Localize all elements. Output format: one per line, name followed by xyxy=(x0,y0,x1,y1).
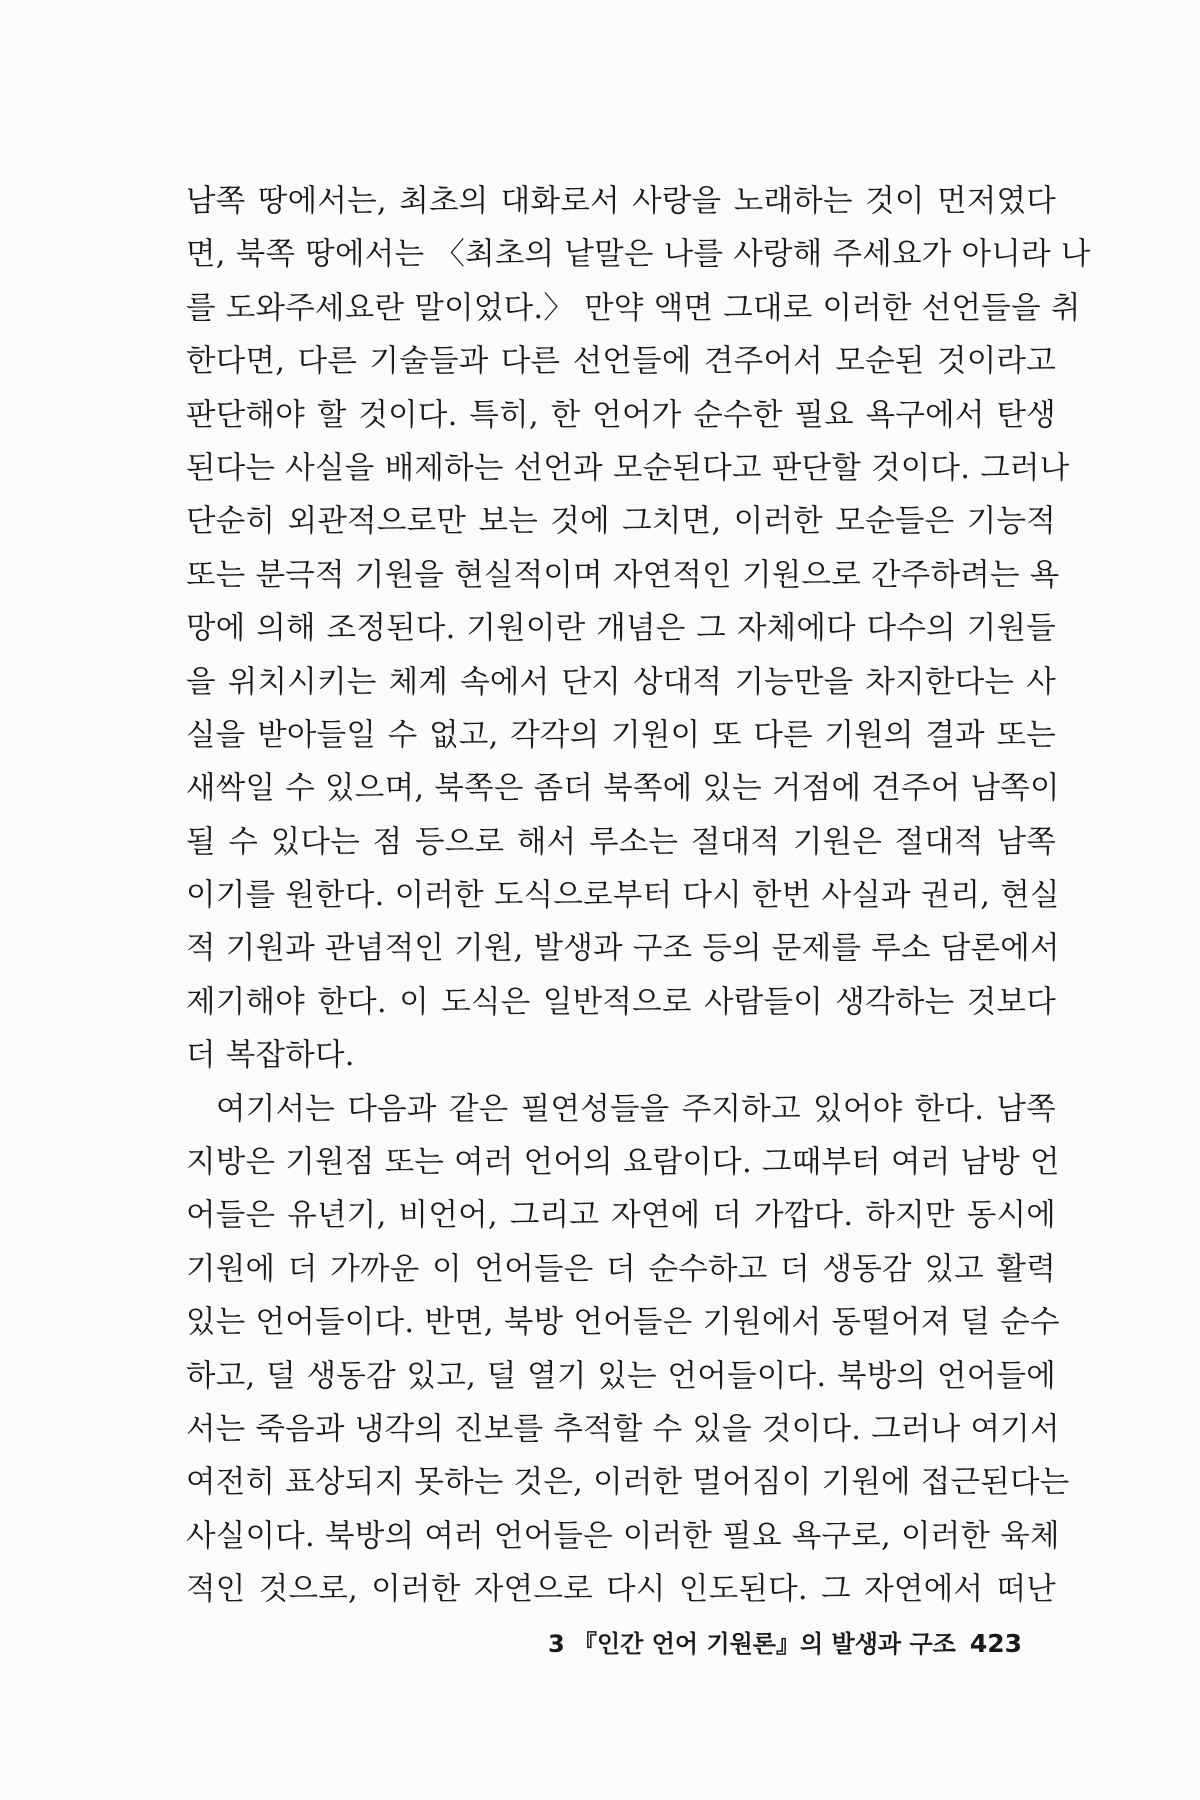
paragraph-1 xyxy=(186,175,1091,1083)
text-line: 제기해야 한다. 이 도식은 일반적으로 사람들이 생각하는 것보다 xyxy=(186,984,1056,1020)
text-line: 사실이다. 북방의 여러 언어들은 이러한 필요 욕구로, 이러한 육체 xyxy=(186,1518,1060,1554)
text-line: 남쪽 땅에서는, 최초의 대화로서 사랑을 노래하는 것이 먼저였다 xyxy=(186,184,1056,219)
running-head: 3 『인간 언어 기원론』의 발생과 구조 xyxy=(547,1630,956,1658)
text-line: 판단해야 할 것이다. 특히, 한 언어가 순수한 필요 욕구에서 탄생 xyxy=(186,397,1056,433)
page-number: 423 xyxy=(969,1629,1022,1658)
text-line: 적 기원과 관념적인 기원, 발생과 구조 등의 문제를 루소 담론에서 xyxy=(186,931,1060,967)
text-line: 실을 받아들일 수 없고, 각각의 기원이 또 다른 기원의 결과 또는 xyxy=(186,717,1056,753)
text-line: 또는 분극적 기원을 현실적이며 자연적인 기원으로 간주하려는 욕 xyxy=(186,557,1060,593)
text-line: 한다면, 다른 기술들과 다른 선언들에 견주어서 모순된 것이라고 xyxy=(186,344,1056,380)
text-line: 된다는 사실을 배제하는 선언과 모순된다고 판단할 것이다. 그러나 xyxy=(186,450,1070,486)
text-line: 어들은 유년기, 비언어, 그리고 자연에 더 가깝다. 하지만 동시에 xyxy=(186,1198,1056,1234)
text-line: 를 도와주세요란 말이었다.〉 만약 액면 그대로 이러한 선언들을 취 xyxy=(186,290,1081,326)
text-line: 하고, 덜 생동감 있고, 덜 열기 있는 언어들이다. 북방의 언어들에 xyxy=(186,1358,1056,1394)
body-text xyxy=(186,175,1091,1617)
text-line: 더 복잡하다. xyxy=(186,1038,355,1074)
text-line: 새싹일 수 있으며, 북쪽은 좀더 북쪽에 있는 거점에 견주어 남쪽이 xyxy=(186,771,1060,807)
text-line: 적인 것으로, 이러한 자연으로 다시 인도된다. 그 자연에서 떠난 xyxy=(186,1572,1056,1608)
page-footer xyxy=(186,1624,1022,1664)
text-line: 을 위치시키는 체계 속에서 단지 상대적 기능만을 차지한다는 사 xyxy=(186,664,1056,700)
text-line: 이기를 원한다. 이러한 도식으로부터 다시 한번 사실과 권리, 현실 xyxy=(186,878,1060,914)
text-line: 여전히 표상되지 못하는 것은, 이러한 멀어짐이 기원에 접근된다는 xyxy=(186,1465,1070,1501)
text-line: 지방은 기원점 또는 여러 언어의 요람이다. 그때부터 여러 남방 언 xyxy=(186,1145,1060,1181)
paragraph-2 xyxy=(186,1083,1070,1617)
text-line: 될 수 있다는 점 등으로 해서 루소는 절대적 기원은 절대적 남쪽 xyxy=(186,824,1056,860)
text-line: 여기서는 다음과 같은 필연성들을 주지하고 있어야 한다. 남쪽 xyxy=(216,1091,1056,1127)
text-line: 기원에 더 가까운 이 언어들은 더 순수하고 더 생동감 있고 활력 xyxy=(186,1251,1056,1287)
text-line: 망에 의해 조정된다. 기원이란 개념은 그 자체에다 다수의 기원들 xyxy=(186,611,1056,647)
text-line: 서는 죽음과 냉각의 진보를 추적할 수 있을 것이다. 그러나 여기서 xyxy=(186,1411,1060,1447)
text-line: 있는 언어들이다. 반면, 북방 언어들은 기원에서 동떨어져 덜 순수 xyxy=(186,1305,1060,1341)
text-line: 면, 북쪽 땅에서는 〈최초의 낱말은 나를 사랑해 주세요가 아니라 나 xyxy=(186,237,1091,273)
text-line: 단순히 외관적으로만 보는 것에 그치면, 이러한 모순들은 기능적 xyxy=(186,504,1056,540)
